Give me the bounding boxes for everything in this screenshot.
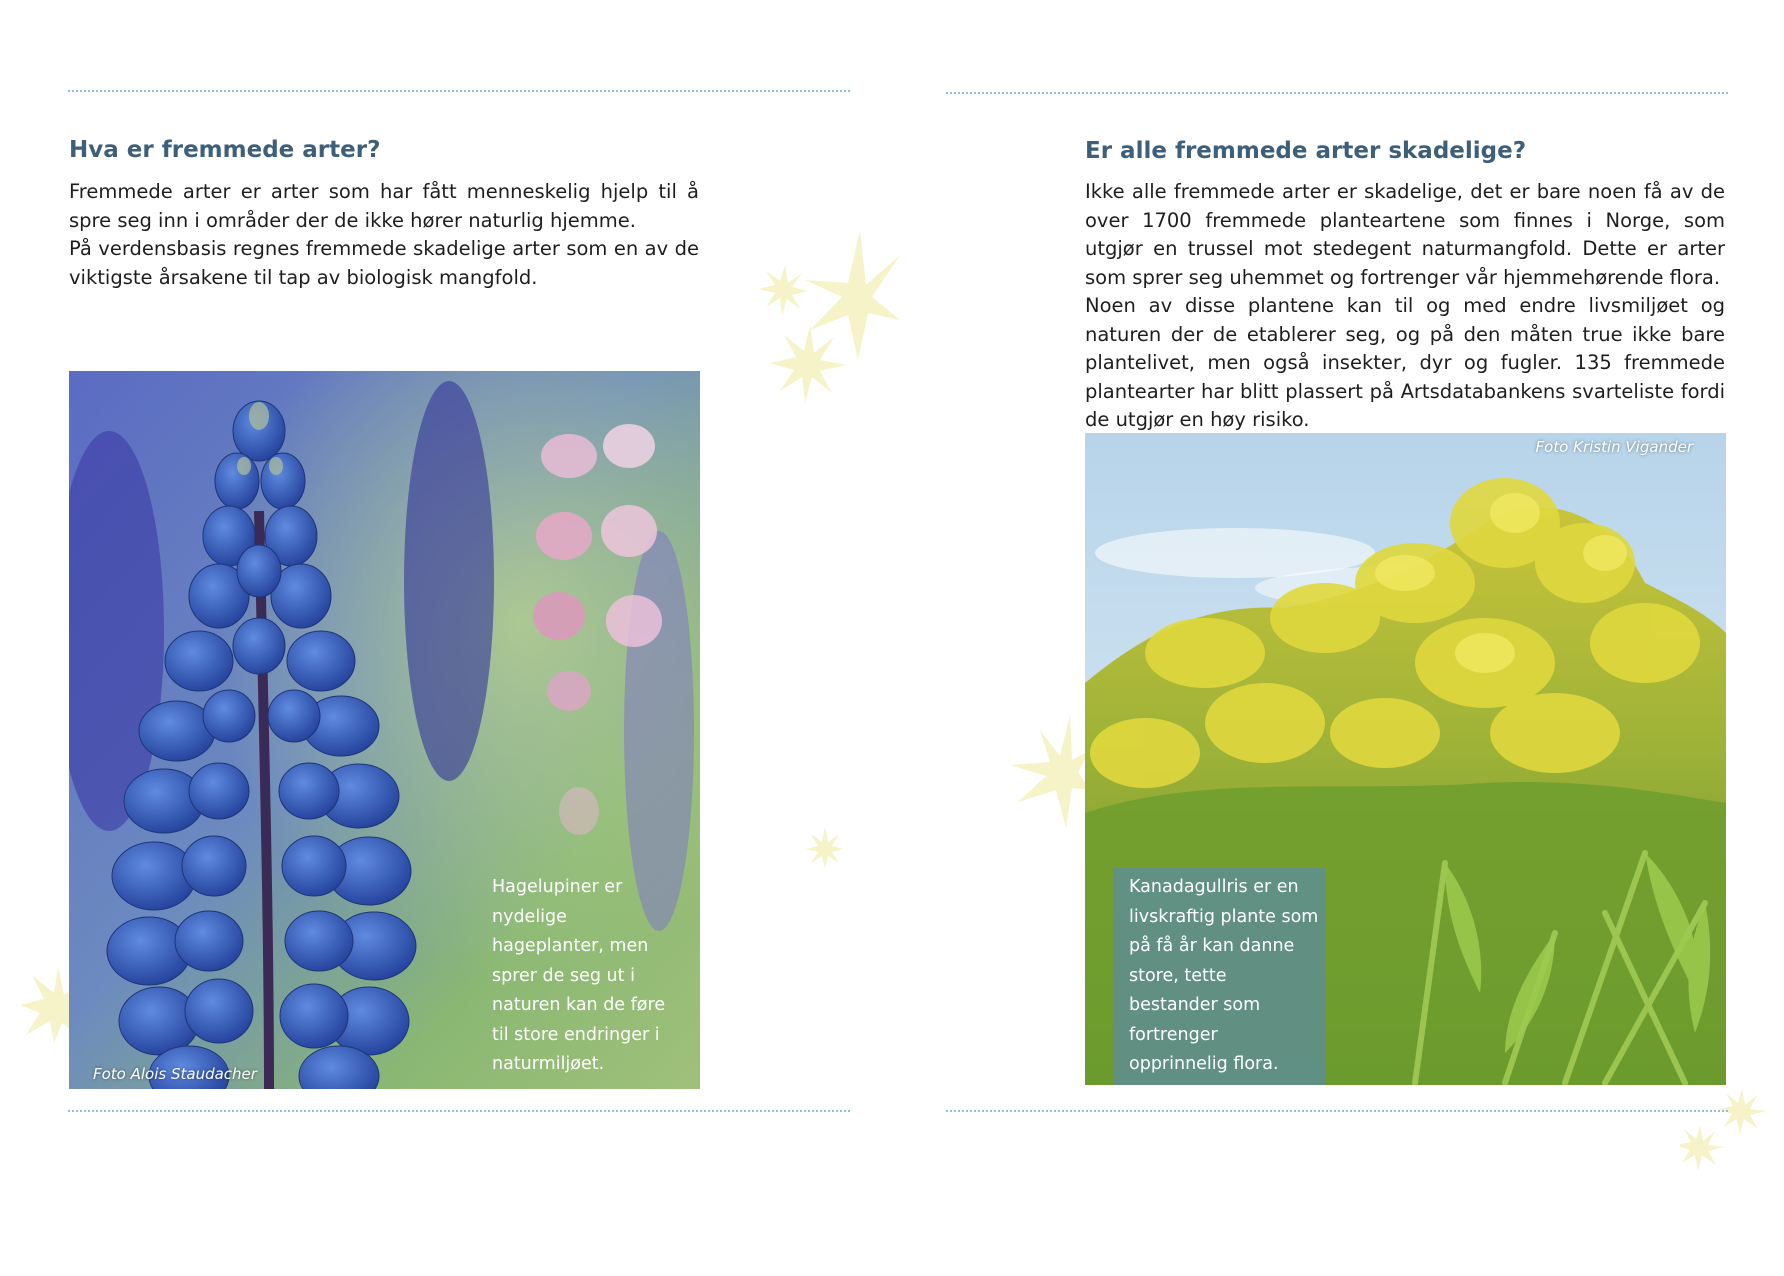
- right-bottom-dotted-rule: [946, 1110, 1728, 1112]
- right-paragraph-2: Noen av disse plantene kan til og med endre livsmiljøet og naturen der de etablerer seg, og på den måten true ikke bare plantelivet, men også insekter, dyr og fugler. 135 fremmede plantearter har blitt plassert på Artsdatabankens svarteliste fordi de utgjør en høy risiko.: [1085, 294, 1725, 431]
- left-bottom-dotted-rule: [68, 1110, 850, 1112]
- star-decoration-cluster-top: [750, 225, 900, 405]
- left-page-body: [69, 178, 699, 292]
- star-decoration-small-mid: [805, 825, 845, 870]
- right-top-dotted-rule: [946, 92, 1728, 94]
- goldenrod-photo: [1085, 433, 1726, 1085]
- star-decoration-right-middle: [1000, 710, 1090, 830]
- right-page-body: [1085, 178, 1725, 435]
- lupin-photo: [69, 371, 700, 1089]
- goldenrod-photo-caption: Kanadagullris er en livskraftig plante som på få år kan danne store, tette bestander som fortrenger opprinnelig flora.: [1129, 877, 1319, 1074]
- left-paragraph-2: På verdensbasis regnes fremmede skadelige arter som en av de viktigste årsakene til tap av biologisk mangfold.: [69, 237, 699, 289]
- left-page-heading: Hva er fremmede arter?: [69, 137, 381, 163]
- right-paragraph-1: Ikke alle fremmede arter er skadelige, det er bare noen få av de over 1700 fremmede planteartene som finnes i Norge, som utgjør en trussel mot stedegent naturmangfold. Dette er arter som sprer seg uhemmet og fortrenger vår hjemmehørende flora.: [1085, 180, 1725, 289]
- lupin-photo-caption: Hagelupiner er nydelige hageplanter, men sprer de seg ut i naturen kan de føre til store endringer i naturmiljøet.: [492, 877, 666, 1074]
- left-paragraph-1: Fremmede arter er arter som har fått menneskelig hjelp til å spre seg inn i områder der de ikke hører naturlig hjemme.: [69, 180, 699, 232]
- right-page-heading: Er alle fremmede arter skadelige?: [1085, 138, 1527, 164]
- lupin-photo-credit: Foto Alois Staudacher: [93, 1065, 257, 1083]
- star-decoration-bottom-right: [1680, 1085, 1780, 1185]
- left-top-dotted-rule: [68, 90, 850, 92]
- goldenrod-photo-credit: Foto Kristin Vigander: [1535, 438, 1693, 456]
